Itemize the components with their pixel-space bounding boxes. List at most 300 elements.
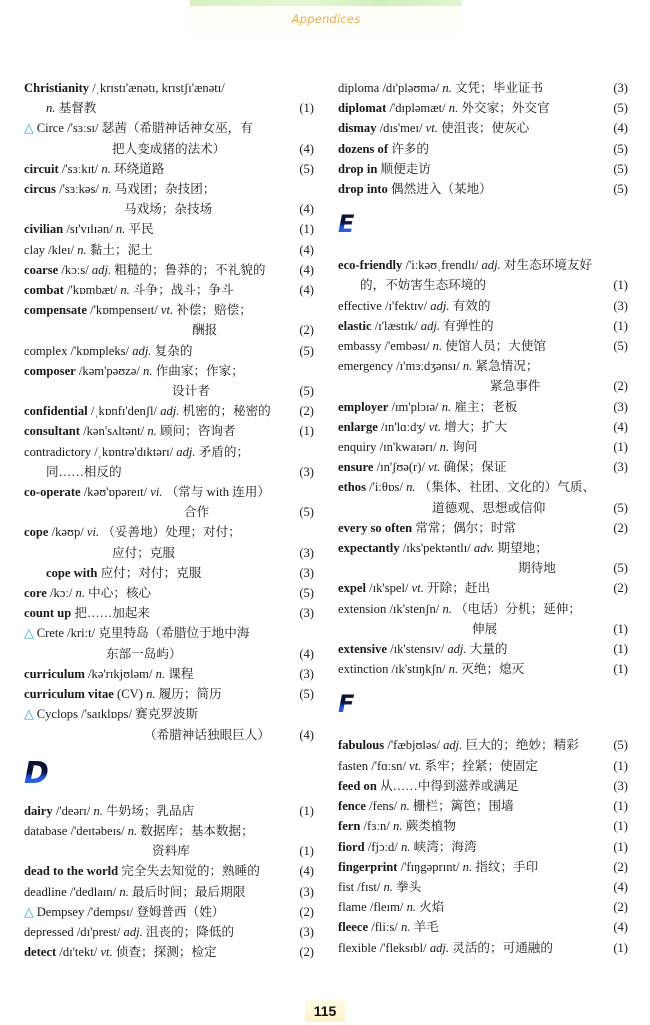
- entry-continuation: [338, 376, 602, 396]
- headword: ethos: [338, 480, 366, 495]
- pronunciation: /dɪ'prest/: [76, 924, 121, 939]
- definition: 有效的: [452, 298, 491, 313]
- glossary-entry: [338, 179, 628, 199]
- part-of-speech: n.: [77, 242, 87, 257]
- entry-continuation: [24, 644, 288, 664]
- glossary-entry: [24, 522, 314, 562]
- pronunciation: /kɔːs/: [61, 262, 89, 277]
- headword: ensure: [338, 460, 374, 475]
- pronunciation: /ˌkɒnfɪ'denʃl/: [90, 404, 158, 419]
- definition: 大量的: [469, 642, 508, 657]
- definition: 许多的: [391, 141, 429, 156]
- unit-number: (1): [299, 844, 314, 859]
- section-letter: [24, 745, 314, 801]
- glossary-entry: [338, 735, 628, 755]
- headword: embassy: [338, 339, 382, 354]
- section-letter-glyph: F: [338, 690, 355, 719]
- glossary-entry: [338, 659, 628, 679]
- entry-first-line: [338, 578, 602, 598]
- part-of-speech: n.: [462, 859, 473, 874]
- definition: 顾问；咨询者: [159, 424, 236, 439]
- entry-continuation: [338, 498, 602, 518]
- glossary-entry: [338, 296, 628, 316]
- part-of-speech: adj.: [430, 298, 450, 313]
- part-of-speech: n.: [448, 101, 459, 116]
- unit-number: (5): [299, 586, 314, 601]
- entry-continuation: [24, 139, 288, 159]
- part-of-speech: n.: [147, 424, 157, 439]
- unit-number: (3): [299, 464, 314, 479]
- entry-first-line: [24, 219, 288, 239]
- part-of-speech: adj.: [176, 444, 196, 459]
- headword: drop in: [338, 161, 378, 176]
- entry-first-line: [24, 583, 288, 603]
- headword: depressed: [24, 924, 74, 939]
- unit-number: (4): [613, 920, 628, 935]
- part-of-speech: n.: [115, 222, 126, 237]
- pronunciation: /fjɔːd/: [367, 839, 398, 854]
- unit-number: (5): [613, 500, 628, 515]
- pronunciation: /dɪ'tekt/: [59, 945, 98, 960]
- triangle-icon: △: [24, 707, 34, 722]
- headword: fingerprint: [338, 859, 398, 874]
- glossary-entry: [338, 776, 628, 796]
- entry-first-line: [24, 179, 288, 199]
- glossary-entry: [24, 861, 314, 881]
- part-of-speech: n.: [392, 819, 403, 834]
- definition: 拳头: [396, 879, 422, 894]
- part-of-speech: n.: [143, 363, 153, 378]
- entry-first-line: [24, 442, 288, 462]
- glossary-entry: [338, 639, 628, 659]
- definition: 粗糙的；鲁莽的；不礼貌的: [114, 262, 266, 277]
- glossary-entry: [24, 563, 314, 583]
- definition-continued: 应付；克服: [112, 545, 175, 560]
- entry-first-line: [24, 861, 288, 881]
- pronunciation: /kəʊp/: [51, 525, 84, 540]
- headword: dairy: [24, 803, 53, 818]
- pronunciation: /kleɪ/: [48, 242, 75, 257]
- definition: 从……中得到滋养或满足: [379, 778, 519, 793]
- glossary-entry: [24, 280, 314, 300]
- glossary-entry: [338, 336, 628, 356]
- definition: 黏土；泥土: [89, 242, 153, 257]
- headword: confidential: [24, 404, 88, 419]
- entry-continuation: [24, 725, 288, 745]
- entry-continuation: [338, 619, 602, 639]
- unit-number: (3): [613, 778, 628, 793]
- definition-continued: 合作: [184, 505, 210, 520]
- entry-first-line: [24, 341, 288, 361]
- section-letter: [338, 679, 628, 735]
- unit-number: (1): [613, 278, 628, 293]
- entry-first-line: [338, 118, 602, 138]
- pronunciation: /kəm'pəʊzə/: [78, 363, 140, 378]
- headword: cope with: [46, 565, 98, 580]
- unit-number: (3): [299, 565, 314, 580]
- pronunciation: /'deɪtəbeɪs/: [70, 823, 125, 838]
- entry-first-line: [338, 816, 602, 836]
- headword: fiord: [338, 839, 365, 854]
- glossary-entry: [24, 902, 314, 922]
- entry-first-line: [338, 457, 602, 477]
- headword: flexible: [338, 940, 377, 955]
- definition-continued: 设计者: [172, 384, 210, 399]
- unit-number: (4): [299, 262, 314, 277]
- pronunciation: /ˌkrɪstɪ'ænətɪ, krɪstʃɪ'ænətɪ/: [92, 81, 225, 95]
- entry-continuation: [24, 199, 288, 219]
- part-of-speech: adj.: [132, 343, 152, 358]
- headword: complex: [24, 343, 68, 358]
- unit-number: (2): [613, 900, 628, 915]
- glossary-entry: [24, 821, 314, 861]
- glossary-entry: [24, 219, 314, 239]
- entry-first-line: [338, 179, 602, 199]
- part-of-speech: n.: [75, 586, 85, 601]
- unit-number: (1): [613, 940, 628, 955]
- glossary-entry: [24, 664, 314, 684]
- entry-first-line: [24, 260, 288, 280]
- definition: 文凭；毕业证书: [454, 81, 544, 95]
- headword: composer: [24, 363, 76, 378]
- entry-first-line: [24, 280, 288, 300]
- definition: 沮丧的；降低的: [145, 924, 235, 939]
- glossary-entry: [338, 877, 628, 897]
- definition: 羊毛: [413, 920, 439, 935]
- pronunciation: /fleɪm/: [369, 900, 404, 915]
- part-of-speech: vt.: [160, 303, 174, 318]
- pronunciation: /'deərɪ/: [55, 803, 91, 818]
- definition-continued: 道德观、思想或信仰: [432, 500, 546, 515]
- entry-first-line: [338, 336, 602, 356]
- part-of-speech: adj.: [160, 404, 180, 419]
- definition: 使馆人员；大使馆: [445, 339, 546, 354]
- unit-number: (2): [613, 520, 628, 535]
- glossary-entry: [24, 942, 314, 962]
- unit-number: (4): [299, 727, 314, 742]
- definition: 数据库；基本数据；: [140, 823, 254, 838]
- entry-first-line: [24, 801, 288, 821]
- entry-first-line: [338, 98, 602, 118]
- entry-first-line: [24, 563, 288, 583]
- entry-first-line: [24, 664, 288, 684]
- unit-number: (5): [299, 161, 314, 176]
- definition: （常与 with 连用）: [165, 485, 270, 500]
- glossary-entry: [24, 603, 314, 623]
- part-of-speech: adj.: [481, 258, 501, 273]
- glossary-entry: [338, 316, 628, 336]
- definition: 马戏团；杂技团；: [114, 182, 216, 197]
- glossary-entry: [24, 704, 314, 744]
- part-of-speech: vt.: [425, 121, 438, 136]
- part-of-speech: n.: [400, 920, 411, 935]
- definition: 确保；保证: [443, 460, 507, 475]
- unit-number: (5): [613, 182, 628, 197]
- definition: 指纹；手印: [475, 859, 539, 874]
- headword: fleece: [338, 920, 369, 935]
- entry-first-line: [338, 599, 602, 619]
- entry-continuation: [24, 502, 288, 522]
- part-of-speech: n.: [101, 161, 111, 176]
- headword: detect: [24, 945, 57, 960]
- definition: 矛盾的；: [198, 444, 250, 459]
- headword: feed on: [338, 778, 377, 793]
- entry-first-line: [24, 78, 288, 98]
- definition: 复杂的: [154, 343, 193, 358]
- entry-first-line: [24, 623, 288, 643]
- unit-number: (4): [613, 419, 628, 434]
- unit-number: (1): [613, 642, 628, 657]
- entry-continuation: [338, 558, 602, 578]
- pronunciation: /ɪk'spel/: [369, 581, 409, 596]
- left-column: [24, 78, 314, 962]
- definition: 环绕道路: [113, 161, 165, 176]
- headword: effective: [338, 298, 382, 313]
- definition-continued: 酬报: [192, 323, 218, 338]
- entry-first-line: [24, 684, 288, 704]
- part-of-speech: n.: [102, 182, 112, 197]
- unit-number: (3): [613, 81, 628, 95]
- entry-first-line: [338, 756, 602, 776]
- unit-number: (1): [613, 440, 628, 455]
- definition: 平民: [128, 222, 154, 237]
- headword: expel: [338, 581, 366, 596]
- part-of-speech: n.: [383, 879, 393, 894]
- pronunciation: /'fɪŋgəprɪnt/: [400, 859, 460, 874]
- pronunciation: /'saɪklɒps/: [81, 707, 132, 722]
- entry-first-line: [338, 857, 602, 877]
- unit-number: (5): [613, 339, 628, 354]
- entry-first-line: [338, 735, 602, 755]
- part-of-speech: vt.: [409, 758, 422, 773]
- headword: Crete: [36, 626, 64, 641]
- unit-number: (4): [299, 202, 314, 217]
- unit-number: (5): [299, 687, 314, 702]
- headword: enquiry: [338, 440, 377, 455]
- headword: co-operate: [24, 485, 81, 500]
- headword: database: [24, 823, 68, 838]
- definition: 顺便走访: [380, 161, 431, 176]
- entry-first-line: [338, 356, 602, 376]
- pronunciation: /ɪ'læstɪk/: [374, 318, 418, 333]
- definition: 系牢；拴紧；使固定: [424, 758, 538, 773]
- pronunciation: /'dempsɪ/: [87, 904, 134, 919]
- part-of-speech: adj.: [447, 642, 467, 657]
- pronunciation: /sɪ'vɪlɪən/: [66, 222, 113, 237]
- glossary-entry: [24, 482, 314, 522]
- part-of-speech: vt.: [428, 419, 441, 434]
- part-of-speech: adj.: [420, 318, 441, 333]
- definition: 常常；偶尔；时常: [415, 520, 517, 535]
- definition: 作曲家；作家；: [155, 363, 244, 378]
- part-of-speech: n.: [406, 900, 417, 915]
- definition: 斗争；战斗；争斗: [132, 283, 234, 298]
- pronunciation: /dɪ'pləʊmə/: [382, 81, 440, 95]
- entry-continuation: [338, 275, 602, 295]
- definition: 牛奶场；乳品店: [106, 803, 195, 818]
- pronunciation: /'iːθɒs/: [369, 480, 403, 495]
- definition: 机密的；秘密的: [182, 404, 271, 419]
- glossary-entry: [338, 837, 628, 857]
- pronunciation: (CV): [117, 687, 143, 702]
- definition-continued: 把人变成猪的法术）: [112, 141, 226, 156]
- glossary-entry: [338, 816, 628, 836]
- entry-first-line: [338, 296, 602, 316]
- definition: （妥善地）处理；对付；: [102, 525, 241, 540]
- entry-first-line: [24, 240, 288, 260]
- glossary-entry: [338, 938, 628, 958]
- unit-number: (3): [299, 924, 314, 939]
- part-of-speech: vt.: [411, 581, 424, 596]
- entry-continuation: [24, 462, 288, 482]
- entry-first-line: [338, 938, 602, 958]
- pronunciation: /'sɜːkɪt/: [61, 161, 99, 176]
- glossary-entry: [24, 341, 314, 361]
- entry-first-line: [338, 897, 602, 917]
- headword: civilian: [24, 222, 64, 237]
- entry-first-line: [338, 796, 602, 816]
- part-of-speech: n.: [432, 339, 443, 354]
- glossary-entry: [24, 801, 314, 821]
- glossary-entry: [338, 538, 628, 578]
- unit-number: (3): [299, 606, 314, 621]
- header-title: Appendices: [291, 12, 361, 26]
- glossary-entry: [338, 578, 628, 598]
- part-of-speech: adj.: [123, 924, 143, 939]
- part-of-speech: n.: [439, 440, 450, 455]
- entry-first-line: [338, 437, 602, 457]
- pronunciation: /fɜːn/: [363, 819, 390, 834]
- pronunciation: /fliːs/: [371, 920, 398, 935]
- pronunciation: /'sɜːsɪ/: [67, 121, 99, 136]
- part-of-speech: vi.: [86, 525, 100, 540]
- headword: eco-friendly: [338, 258, 403, 273]
- pronunciation: /ɪm'plɔɪə/: [391, 399, 439, 414]
- headword: cope: [24, 525, 49, 540]
- part-of-speech: n.: [155, 666, 166, 681]
- glossary-entry: [338, 457, 628, 477]
- headword: Christianity: [24, 81, 90, 95]
- unit-number: (5): [613, 101, 628, 116]
- headword: fence: [338, 799, 366, 814]
- glossary-entry: [24, 882, 314, 902]
- entry-first-line: [24, 361, 288, 381]
- definition: 期望地；: [497, 541, 548, 556]
- definition-continued: 资料库: [152, 844, 190, 859]
- unit-number: (2): [299, 904, 314, 919]
- headword: deadline: [24, 884, 67, 899]
- glossary-entry: [338, 897, 628, 917]
- section-letter: [338, 199, 628, 255]
- glossary-entry: [338, 917, 628, 937]
- definition: 克里特岛（希腊位于地中海: [98, 626, 250, 641]
- part-of-speech: adj.: [443, 738, 463, 753]
- definition: 登姆普西（姓）: [136, 904, 225, 919]
- unit-number: (5): [299, 343, 314, 358]
- entry-first-line: [24, 922, 288, 942]
- headword: extinction: [338, 662, 389, 677]
- unit-number: (5): [299, 384, 314, 399]
- glossary-entry: [24, 179, 314, 219]
- entry-first-line: [338, 518, 602, 538]
- unit-number: (3): [613, 298, 628, 313]
- glossary-entry: [338, 857, 628, 877]
- page-number: 115: [305, 1000, 345, 1022]
- part-of-speech: adj.: [429, 940, 450, 955]
- entry-first-line: [338, 877, 602, 897]
- section-letter-glyph: E: [338, 210, 355, 239]
- pronunciation: /fens/: [369, 799, 398, 814]
- pronunciation: /'kɒmbæt/: [67, 283, 118, 298]
- unit-number: (4): [613, 879, 628, 894]
- definition: 开除；赶出: [427, 581, 491, 596]
- pronunciation: /'fɑːsn/: [371, 758, 406, 773]
- triangle-icon: △: [24, 121, 34, 136]
- part-of-speech: n.: [441, 399, 452, 414]
- pronunciation: /'dɪpləmæt/: [389, 101, 446, 116]
- unit-number: (2): [613, 859, 628, 874]
- entry-first-line: [338, 538, 602, 558]
- definition: （电话）分机；延伸；: [455, 601, 581, 616]
- definition: 蕨类植物: [405, 819, 456, 834]
- glossary-entry: [24, 583, 314, 603]
- glossary-entry: [338, 437, 628, 457]
- unit-number: (3): [299, 666, 314, 681]
- definition-continued: 东部一岛屿）: [106, 646, 182, 661]
- pronunciation: /ˌkɒntrə'dɪktərɪ/: [94, 444, 174, 459]
- definition: 灵活的；可通融的: [452, 940, 553, 955]
- headword: curriculum vitae: [24, 687, 114, 702]
- pronunciation: /'embəsɪ/: [384, 339, 430, 354]
- glossary-entry: [24, 623, 314, 663]
- entry-first-line: [24, 603, 288, 623]
- headword: dismay: [338, 121, 377, 136]
- entry-first-line: [24, 522, 288, 542]
- headword: expectantly: [338, 541, 400, 556]
- unit-number: (1): [613, 662, 628, 677]
- part-of-speech: n.: [406, 480, 416, 495]
- definition: 侦查；探测；检定: [115, 945, 217, 960]
- pronunciation: /ɪk'stɪŋkʃn/: [391, 662, 446, 677]
- definition: 赛克罗波斯: [135, 707, 199, 722]
- headword: consultant: [24, 424, 80, 439]
- definition: 雇主；老板: [454, 399, 518, 414]
- pronunciation: /kə'rɪkjʊləm/: [88, 666, 153, 681]
- headword: extensive: [338, 642, 387, 657]
- glossary-entry: [24, 922, 314, 942]
- definition-continued: 期待地: [518, 561, 556, 576]
- entry-first-line: [338, 477, 602, 497]
- glossary-entry: [24, 78, 314, 118]
- headword: compensate: [24, 303, 87, 318]
- pronunciation: /ɪks'pektəntlɪ/: [402, 541, 471, 556]
- pronunciation: /ɪk'stenʃn/: [389, 601, 440, 616]
- definition: 有弹性的: [443, 318, 494, 333]
- unit-number: (5): [613, 141, 628, 156]
- pronunciation: /kɔː/: [50, 586, 73, 601]
- headword: enlarge: [338, 419, 378, 434]
- entry-first-line: [338, 255, 602, 275]
- definition: 询问: [452, 440, 478, 455]
- unit-number: (3): [299, 884, 314, 899]
- entry-first-line: [338, 417, 602, 437]
- entry-first-line: [24, 300, 288, 320]
- pronunciation: /ɪk'stensɪv/: [390, 642, 445, 657]
- headword: core: [24, 586, 47, 601]
- headword: drop into: [338, 182, 388, 197]
- unit-number: (1): [613, 819, 628, 834]
- part-of-speech: n.: [400, 799, 410, 814]
